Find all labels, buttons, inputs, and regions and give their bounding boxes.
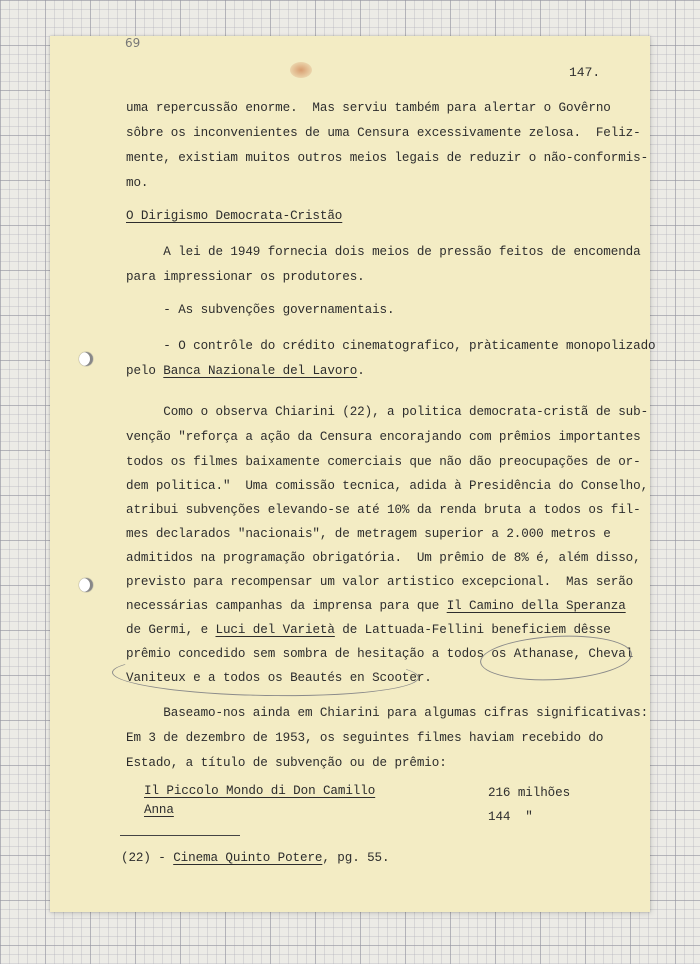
text-span: , pg. 55.	[322, 851, 390, 865]
text-line: Baseamo-nos ainda em Chiarini para algumas cifras significativas:	[126, 706, 649, 720]
text-span: (22) -	[121, 851, 174, 865]
film-amount: 144 "	[488, 810, 533, 824]
underlined-title: Luci del Varietà	[215, 623, 335, 637]
text-span: .	[357, 364, 365, 378]
text-line: Estado, a título de subvenção ou de prêmio:	[126, 756, 447, 770]
text-line: dem politica." Uma comissão tecnica, adida à Presidência do Conselho,	[126, 479, 649, 493]
text-line: Em 3 de dezembro de 1953, os seguintes filmes haviam recebido do	[126, 731, 604, 745]
underlined-title: Il Camino della Speranza	[446, 599, 626, 613]
text-line	[126, 599, 626, 613]
punch-hole-icon	[79, 352, 93, 366]
text-line: admitidos na programação obrigatória. Um prêmio de 8% é, além disso,	[126, 551, 641, 565]
text-line: sôbre os inconvenientes de uma Censura excessivamente zelosa. Feliz-	[126, 126, 641, 140]
text-line: Como o observa Chiarini (22), a politica democrata-cristã de sub-	[126, 405, 649, 419]
footnote-rule	[120, 835, 240, 836]
page-number: 147.	[569, 65, 601, 80]
text-line: A lei de 1949 fornecia dois meios de pressão feitos de encomenda	[126, 245, 641, 259]
text-line	[126, 364, 365, 378]
text-line: previsto para recompensar um valor artistico excepcional. Mas serão	[126, 575, 634, 589]
text-line: Vaniteux e a todos os Beautés en Scooter.	[126, 671, 432, 685]
text-line: - O contrôle do crédito cinematografico, pràticamente monopolizado	[126, 339, 656, 353]
text-line: atribui subvenções elevando-se até 10% da renda bruta a todos os fil-	[126, 503, 641, 517]
film-title: Anna	[144, 803, 174, 817]
text-span: pelo	[126, 364, 164, 378]
section-heading: O Dirigismo Democrata-Cristão	[126, 209, 343, 223]
text-line: mo.	[126, 176, 149, 190]
pencil-page-number: 69	[125, 36, 141, 50]
text-line: mes declarados "nacionais", de metragem superior a 2.000 metros e	[126, 527, 611, 541]
punch-hole-icon	[79, 578, 93, 592]
text-span: de Germi, e	[126, 623, 216, 637]
text-span: de Lattuada-Fellini beneficiem dêsse	[334, 623, 611, 637]
text-span: necessárias campanhas da imprensa para que	[126, 599, 447, 613]
typewritten-page	[50, 36, 650, 912]
text-line: uma repercussão enorme. Mas serviu também para alertar o Govêrno	[126, 101, 611, 115]
text-line: todos os filmes baixamente comerciais que não dão preocupações de or-	[126, 455, 641, 469]
film-amount: 216 milhões	[488, 786, 571, 800]
text-line: prêmio concedido sem sombra de hesitação a todos os Athanase, Cheval	[126, 647, 634, 661]
underlined-title: Cinema Quinto Potere	[173, 851, 323, 865]
text-line: mente, existiam muitos outros meios legais de reduzir o não-conformis-	[126, 151, 649, 165]
footnote	[121, 851, 389, 865]
text-line: venção "reforça a ação da Censura encorajando com prêmios importantes	[126, 430, 641, 444]
stain-mark	[290, 62, 312, 78]
text-line: para impressionar os produtores.	[126, 270, 365, 284]
film-title: Il Piccolo Mondo di Don Camillo	[144, 784, 376, 798]
underlined-title: Banca Nazionale del Lavoro	[163, 364, 358, 378]
text-line	[126, 623, 611, 637]
text-line: - As subvenções governamentais.	[126, 303, 395, 317]
